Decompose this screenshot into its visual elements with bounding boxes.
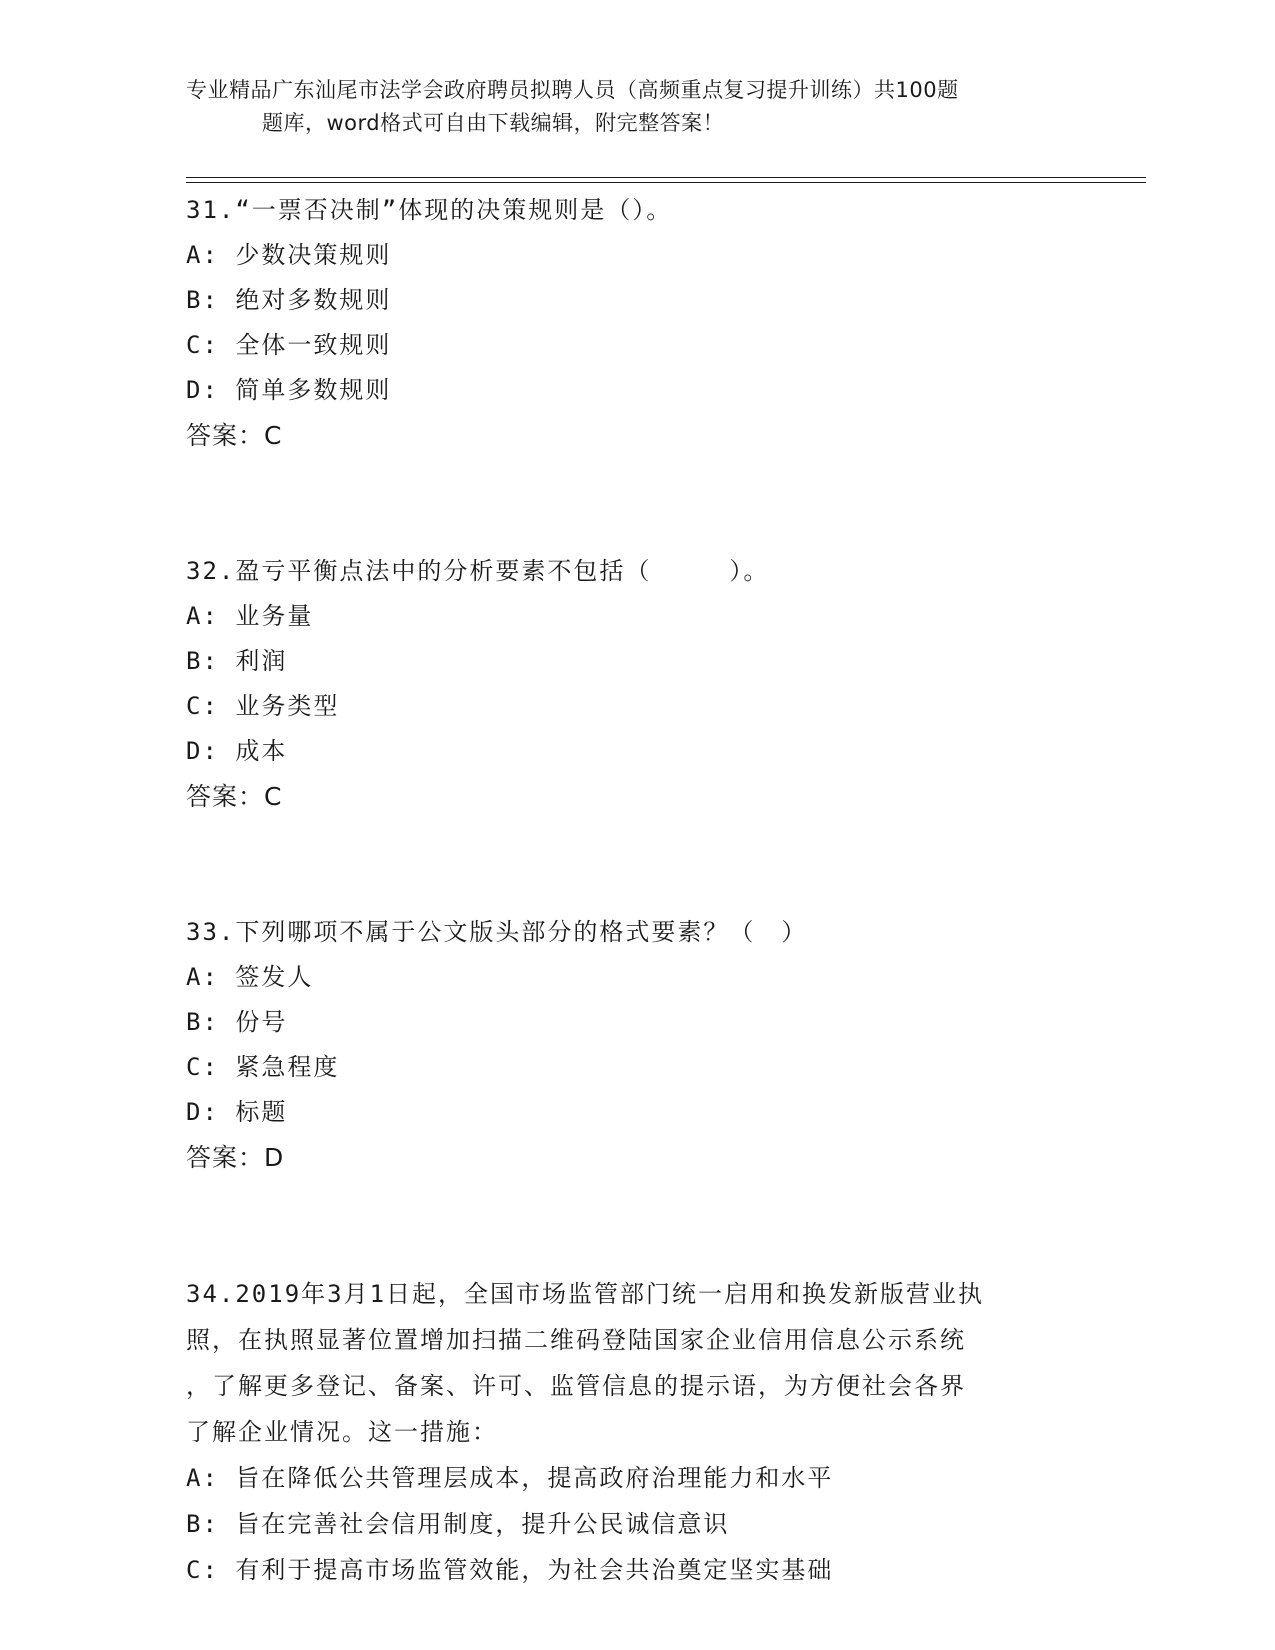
question-stem-line: 照，在执照显著位置增加扫描二维码登陆国家企业信用信息公示系统 [186, 1326, 966, 1354]
option-a: A: 少数决策规则 [186, 241, 392, 269]
option-b: B: 旨在完善社会信用制度，提升公民诚信意识 [186, 1510, 730, 1538]
question-stem-line: 34.2019年3月1日起，全国市场监管部门统一启用和换发新版营业执 [186, 1280, 985, 1308]
question-33 [186, 910, 1086, 1180]
option-d: D: 标题 [186, 1098, 288, 1126]
option-a: A: 签发人 [186, 963, 314, 991]
header-line-2: 题库，word格式可自由下载编辑，附完整答案！ [262, 111, 725, 135]
question-stem-line: ，了解更多登记、备案、许可、监管信息的提示语，为方便社会各界 [186, 1372, 966, 1400]
option-c: C: 全体一致规则 [186, 331, 392, 359]
option-a: A: 旨在降低公共管理层成本，提高政府治理能力和水平 [186, 1464, 834, 1492]
option-c: C: 紧急程度 [186, 1053, 340, 1081]
option-d: D: 简单多数规则 [186, 376, 392, 404]
question-31 [186, 188, 1086, 458]
question-32 [186, 549, 1086, 819]
answer: 答案：C [186, 782, 283, 811]
option-b: B: 份号 [186, 1008, 288, 1036]
answer: 答案：D [186, 1143, 285, 1172]
question-list [186, 188, 1086, 1593]
page-header [186, 74, 1086, 140]
header-rule-bottom [186, 182, 1146, 183]
question-stem-line: 了解企业情况。这一措施： [186, 1418, 498, 1446]
option-d: D: 成本 [186, 737, 288, 765]
option-c: C: 有利于提高市场监管效能，为社会共治奠定坚实基础 [186, 1556, 834, 1584]
header-rule-top [186, 177, 1146, 178]
question-stem: 32.盈亏平衡点法中的分析要素不包括（ ）。 [186, 557, 770, 585]
option-b: B: 利润 [186, 647, 288, 675]
option-b: B: 绝对多数规则 [186, 286, 392, 314]
question-stem: 31.“一票否决制”体现的决策规则是（）。 [186, 196, 673, 224]
header-line-1: 专业精品广东汕尾市法学会政府聘员拟聘人员（高频重点复习提升训练）共100题 [186, 78, 959, 102]
option-c: C: 业务类型 [186, 692, 340, 720]
answer: 答案：C [186, 421, 283, 450]
question-stem: 33.下列哪项不属于公文版头部分的格式要素？（ ） [186, 918, 808, 946]
question-34 [186, 1271, 1086, 1593]
option-a: A: 业务量 [186, 602, 314, 630]
